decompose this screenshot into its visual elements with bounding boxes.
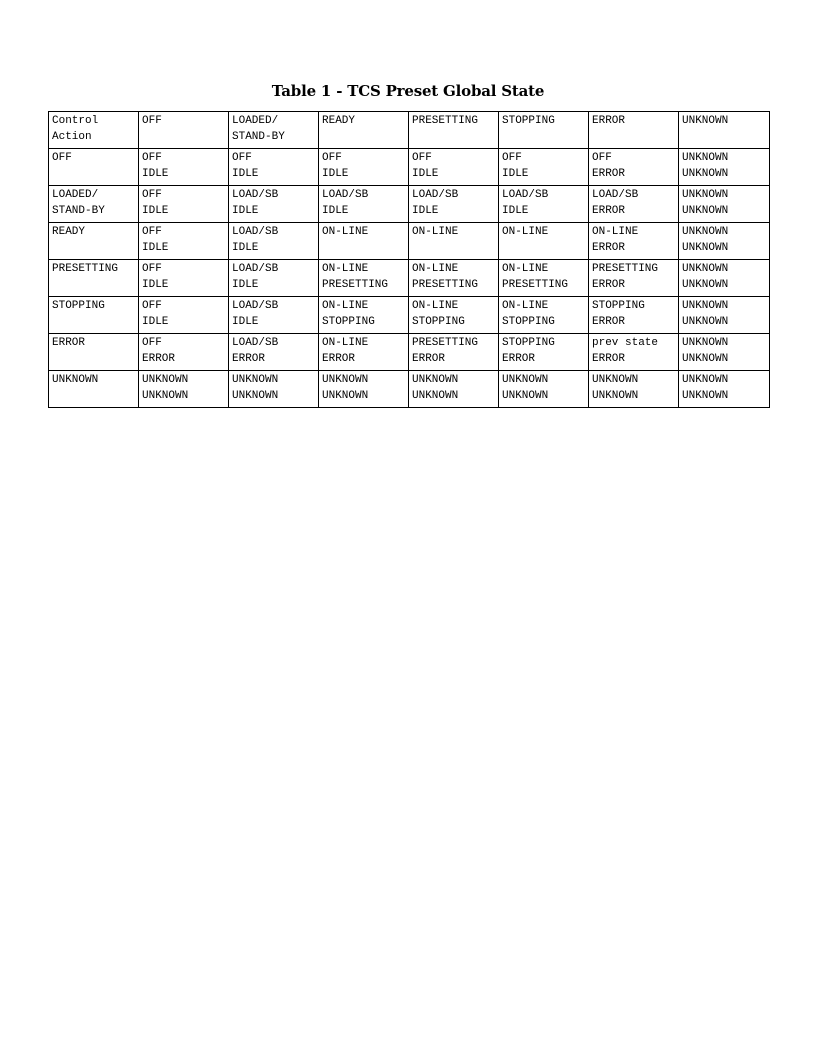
header-cell bbox=[679, 112, 770, 149]
table-cell bbox=[139, 334, 229, 371]
table-cell bbox=[679, 297, 770, 334]
cell-text-line: UNKNOWN bbox=[232, 390, 279, 402]
cell-text-line: UNKNOWN bbox=[322, 390, 369, 402]
cell-text-line: IDLE bbox=[142, 316, 169, 328]
cell-text-line: UNKNOWN bbox=[682, 152, 729, 164]
cell-text-line: PRESETTING bbox=[592, 263, 659, 275]
cell-text-line: ON-LINE bbox=[412, 300, 459, 312]
cell-text-line: ON-LINE bbox=[592, 226, 639, 238]
cell-text-line: LOADED/ bbox=[52, 189, 99, 201]
table-row bbox=[49, 297, 770, 334]
row-header-cell bbox=[49, 223, 139, 260]
table-cell bbox=[229, 371, 319, 408]
cell-text-line: PRESETTING bbox=[502, 279, 569, 291]
cell-text-line: OFF bbox=[412, 152, 432, 164]
cell-text-line: ERROR bbox=[592, 316, 626, 328]
cell-text-line: ON-LINE bbox=[412, 226, 459, 238]
cell-text-line: LOAD/SB bbox=[322, 189, 369, 201]
cell-text-line: UNKNOWN bbox=[592, 374, 639, 386]
table-cell bbox=[139, 223, 229, 260]
table-row bbox=[49, 371, 770, 408]
cell-text-line: ERROR bbox=[502, 353, 536, 365]
cell-text-line: UNKNOWN bbox=[682, 374, 729, 386]
table-cell bbox=[139, 149, 229, 186]
cell-text-line: OFF bbox=[142, 300, 162, 312]
table-cell bbox=[229, 260, 319, 297]
table-cell bbox=[589, 223, 679, 260]
cell-text-line: PRESETTING bbox=[412, 115, 479, 127]
table-row bbox=[49, 334, 770, 371]
cell-text-line: IDLE bbox=[232, 279, 259, 291]
table-cell bbox=[229, 223, 319, 260]
cell-text-line: UNKNOWN bbox=[502, 390, 549, 402]
table-cell bbox=[499, 297, 589, 334]
cell-text-line: UNKNOWN bbox=[682, 263, 729, 275]
table-cell bbox=[499, 223, 589, 260]
cell-text-line: LOAD/SB bbox=[502, 189, 549, 201]
cell-text-line: prev state bbox=[592, 337, 659, 349]
cell-text-line: IDLE bbox=[232, 242, 259, 254]
cell-text-line: LOAD/SB bbox=[232, 263, 279, 275]
cell-text-line: UNKNOWN bbox=[232, 374, 279, 386]
cell-text-line: ON-LINE bbox=[502, 300, 549, 312]
table-cell bbox=[229, 149, 319, 186]
table-cell bbox=[499, 186, 589, 223]
cell-text-line: OFF bbox=[232, 152, 252, 164]
cell-text-line: UNKNOWN bbox=[682, 168, 729, 180]
cell-text-line: ON-LINE bbox=[502, 226, 549, 238]
table-cell bbox=[139, 260, 229, 297]
cell-text-line: OFF bbox=[142, 189, 162, 201]
cell-text-line: ON-LINE bbox=[412, 263, 459, 275]
cell-text-line: ERROR bbox=[592, 205, 626, 217]
cell-text-line: STOPPING bbox=[502, 115, 555, 127]
cell-text-line: UNKNOWN bbox=[592, 390, 639, 402]
table-cell bbox=[229, 297, 319, 334]
table-cell bbox=[139, 186, 229, 223]
cell-text-line: IDLE bbox=[232, 316, 259, 328]
cell-text-line: UNKNOWN bbox=[682, 300, 729, 312]
table-cell bbox=[139, 297, 229, 334]
row-header-cell bbox=[49, 260, 139, 297]
table-cell bbox=[319, 260, 409, 297]
cell-text-line: ON-LINE bbox=[502, 263, 549, 275]
cell-text-line: ERROR bbox=[322, 353, 356, 365]
cell-text-line: UNKNOWN bbox=[682, 279, 729, 291]
cell-text-line: Control bbox=[52, 115, 99, 127]
cell-text-line: LOAD/SB bbox=[232, 337, 279, 349]
cell-text-line: STAND-BY bbox=[52, 205, 105, 217]
cell-text-line: LOAD/SB bbox=[412, 189, 459, 201]
cell-text-line: IDLE bbox=[502, 205, 529, 217]
table-cell bbox=[589, 260, 679, 297]
table-row bbox=[49, 149, 770, 186]
cell-text-line: ON-LINE bbox=[322, 226, 369, 238]
cell-text-line: READY bbox=[322, 115, 356, 127]
cell-text-line: PRESETTING bbox=[412, 337, 479, 349]
table-cell bbox=[409, 334, 499, 371]
cell-text-line: UNKNOWN bbox=[682, 205, 729, 217]
table-cell bbox=[589, 334, 679, 371]
cell-text-line: STOPPING bbox=[412, 316, 465, 328]
table-cell bbox=[229, 334, 319, 371]
table-caption: Table 1 - TCS Preset Global State bbox=[271, 82, 545, 100]
cell-text-line: UNKNOWN bbox=[682, 316, 729, 328]
table-cell bbox=[679, 223, 770, 260]
table-cell bbox=[409, 260, 499, 297]
cell-text-line: LOAD/SB bbox=[592, 189, 639, 201]
table-row bbox=[49, 186, 770, 223]
cell-text-line: ON-LINE bbox=[322, 300, 369, 312]
table-cell bbox=[319, 371, 409, 408]
cell-text-line: ERROR bbox=[592, 353, 626, 365]
row-header-cell bbox=[49, 371, 139, 408]
cell-text-line: OFF bbox=[142, 152, 162, 164]
table-cell bbox=[499, 371, 589, 408]
header-cell-control-action bbox=[49, 112, 139, 149]
cell-text-line: UNKNOWN bbox=[682, 337, 729, 349]
cell-text-line: PRESETTING bbox=[52, 263, 119, 275]
table-cell bbox=[499, 334, 589, 371]
table-cell bbox=[679, 260, 770, 297]
table-cell bbox=[409, 149, 499, 186]
header-cell bbox=[319, 112, 409, 149]
cell-text-line: ERROR bbox=[592, 115, 626, 127]
preset-state-table bbox=[48, 111, 770, 408]
cell-text-line: ERROR bbox=[232, 353, 266, 365]
cell-text-line: IDLE bbox=[502, 168, 529, 180]
table-cell bbox=[139, 371, 229, 408]
table-cell bbox=[499, 149, 589, 186]
table-cell bbox=[679, 149, 770, 186]
table-cell bbox=[679, 334, 770, 371]
header-cell bbox=[409, 112, 499, 149]
table-cell bbox=[679, 371, 770, 408]
cell-text-line: PRESETTING bbox=[412, 279, 479, 291]
table-cell bbox=[589, 371, 679, 408]
table-body bbox=[49, 112, 770, 408]
table-cell bbox=[319, 149, 409, 186]
cell-text-line: IDLE bbox=[142, 279, 169, 291]
table-cell bbox=[589, 149, 679, 186]
cell-text-line: ERROR bbox=[52, 337, 86, 349]
cell-text-line: STAND-BY bbox=[232, 131, 285, 143]
cell-text-line: ERROR bbox=[592, 279, 626, 291]
cell-text-line: UNKNOWN bbox=[682, 390, 729, 402]
cell-text-line: IDLE bbox=[412, 205, 439, 217]
table-cell bbox=[679, 186, 770, 223]
cell-text-line: OFF bbox=[322, 152, 342, 164]
table-header-row bbox=[49, 112, 770, 149]
cell-text-line: IDLE bbox=[232, 168, 259, 180]
table-cell bbox=[409, 297, 499, 334]
cell-text-line: STOPPING bbox=[502, 316, 555, 328]
cell-text-line: LOAD/SB bbox=[232, 300, 279, 312]
cell-text-line: IDLE bbox=[232, 205, 259, 217]
row-header-cell bbox=[49, 186, 139, 223]
cell-text-line: OFF bbox=[592, 152, 612, 164]
cell-text-line: UNKNOWN bbox=[322, 374, 369, 386]
cell-text-line: UNKNOWN bbox=[412, 374, 459, 386]
row-header-cell bbox=[49, 334, 139, 371]
table-cell bbox=[319, 297, 409, 334]
cell-text-line: UNKNOWN bbox=[682, 115, 729, 127]
cell-text-line: OFF bbox=[52, 152, 72, 164]
cell-text-line: ON-LINE bbox=[322, 337, 369, 349]
cell-text-line: UNKNOWN bbox=[502, 374, 549, 386]
table-cell bbox=[589, 186, 679, 223]
cell-text-line: PRESETTING bbox=[322, 279, 389, 291]
table-cell bbox=[409, 186, 499, 223]
cell-text-line: OFF bbox=[142, 226, 162, 238]
table-row bbox=[49, 223, 770, 260]
cell-text-line: Action bbox=[52, 131, 92, 143]
cell-text-line: UNKNOWN bbox=[682, 242, 729, 254]
cell-text-line: IDLE bbox=[412, 168, 439, 180]
cell-text-line: ON-LINE bbox=[322, 263, 369, 275]
cell-text-line: OFF bbox=[142, 337, 162, 349]
cell-text-line: STOPPING bbox=[502, 337, 555, 349]
table-cell bbox=[409, 371, 499, 408]
cell-text-line: IDLE bbox=[322, 168, 349, 180]
cell-text-line: UNKNOWN bbox=[682, 353, 729, 365]
cell-text-line: UNKNOWN bbox=[142, 390, 189, 402]
cell-text-line: OFF bbox=[142, 263, 162, 275]
cell-text-line: OFF bbox=[502, 152, 522, 164]
cell-text-line: OFF bbox=[142, 115, 162, 127]
cell-text-line: UNKNOWN bbox=[682, 189, 729, 201]
cell-text-line: UNKNOWN bbox=[682, 226, 729, 238]
table-cell bbox=[319, 223, 409, 260]
cell-text-line: IDLE bbox=[142, 168, 169, 180]
cell-text-line: STOPPING bbox=[322, 316, 375, 328]
cell-text-line: IDLE bbox=[322, 205, 349, 217]
cell-text-line: LOAD/SB bbox=[232, 226, 279, 238]
row-header-cell bbox=[49, 149, 139, 186]
table-cell bbox=[409, 223, 499, 260]
table-row bbox=[49, 260, 770, 297]
cell-text-line: ERROR bbox=[592, 242, 626, 254]
cell-text-line: ERROR bbox=[412, 353, 446, 365]
cell-text-line: IDLE bbox=[142, 205, 169, 217]
cell-text-line: LOAD/SB bbox=[232, 189, 279, 201]
cell-text-line: LOADED/ bbox=[232, 115, 279, 127]
header-cell bbox=[589, 112, 679, 149]
cell-text-line: STOPPING bbox=[52, 300, 105, 312]
header-cell bbox=[139, 112, 229, 149]
cell-text-line: STOPPING bbox=[592, 300, 645, 312]
header-cell bbox=[229, 112, 319, 149]
cell-text-line: READY bbox=[52, 226, 86, 238]
table-cell bbox=[319, 186, 409, 223]
table-cell bbox=[589, 297, 679, 334]
header-cell bbox=[499, 112, 589, 149]
cell-text-line: ERROR bbox=[592, 168, 626, 180]
cell-text-line: IDLE bbox=[142, 242, 169, 254]
table-cell bbox=[499, 260, 589, 297]
cell-text-line: UNKNOWN bbox=[142, 374, 189, 386]
table-cell bbox=[319, 334, 409, 371]
row-header-cell bbox=[49, 297, 139, 334]
cell-text-line: ERROR bbox=[142, 353, 176, 365]
table-cell bbox=[229, 186, 319, 223]
cell-text-line: UNKNOWN bbox=[412, 390, 459, 402]
cell-text-line: UNKNOWN bbox=[52, 374, 99, 386]
